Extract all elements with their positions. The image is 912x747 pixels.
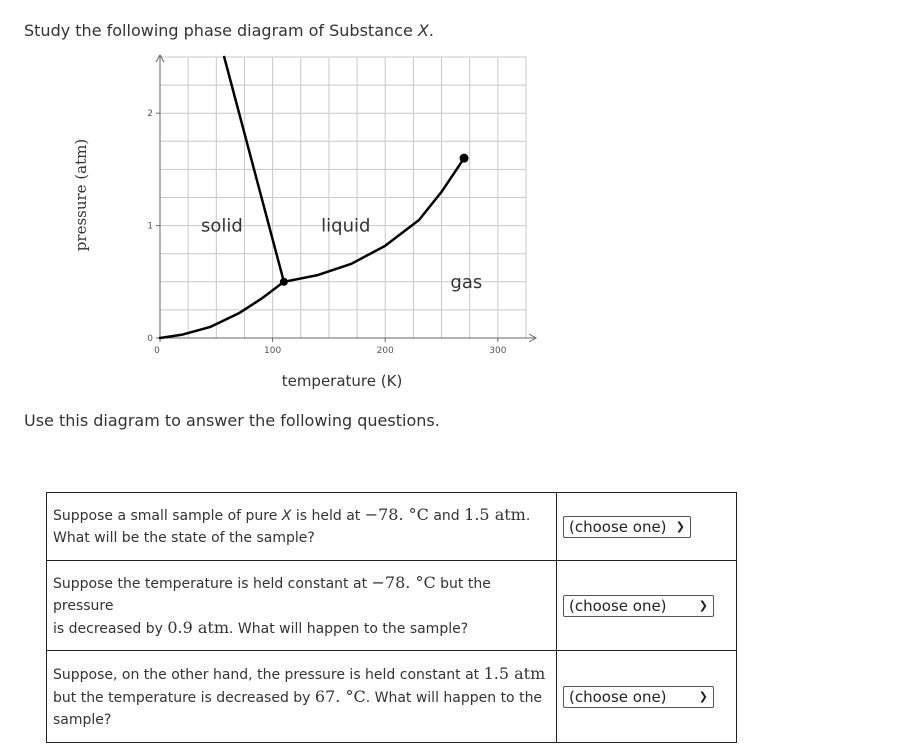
y-tick-label: 2 [147, 109, 153, 120]
x-axis-label: temperature (K) [281, 372, 403, 390]
temperature-change-select[interactable]: (choose one) ❯ [563, 686, 714, 708]
math-value: −78. °C [364, 505, 429, 524]
pressure-change-select[interactable]: (choose one) ❯ [563, 595, 714, 617]
substance-name: X [417, 21, 429, 40]
question-text: Suppose a small sample of pure X is held at −78. °C and 1.5 atm. What will be the state of the sample? [47, 493, 557, 561]
intro-text: Study the following phase diagram of Substance X. [24, 21, 434, 40]
state-select[interactable]: (choose one) ❯ [563, 516, 691, 538]
answer-cell [557, 493, 737, 561]
question-row [47, 493, 737, 561]
question-text: Suppose, on the other hand, the pressure is held constant at 1.5 atm but the temperature is decreased by 67. °C. What will happen to the sample? [47, 651, 557, 743]
math-value: −78. °C [371, 572, 436, 592]
question-row [47, 561, 737, 651]
region-label: solid [201, 215, 243, 237]
y-axis-label: pressure (atm) [72, 138, 90, 252]
math-value: 1.5 atm [464, 505, 526, 524]
region-label: liquid [321, 215, 371, 237]
instructions-text: Use this diagram to answer the following questions. [24, 411, 440, 430]
question-text: Suppose the temperature is held constant at −78. °C but the pressure is decreased by 0.9 atm. What will happen to the sample? [47, 561, 557, 651]
critical-point [460, 154, 469, 163]
chevron-down-icon: ❯ [698, 690, 708, 703]
answer-cell [557, 561, 737, 651]
question-row [47, 651, 737, 743]
y-tick-label: 0 [147, 334, 153, 344]
x-tick-label: 200 [376, 346, 394, 356]
region-label: gas [450, 271, 483, 293]
answer-cell [557, 651, 737, 743]
chevron-down-icon: ❯ [698, 599, 708, 612]
chart-points [280, 154, 469, 286]
math-value: 67. °C [314, 686, 366, 706]
y-tick-label: 1 [147, 221, 153, 232]
math-value: 0.9 atm [167, 617, 230, 637]
x-tick-label: 300 [489, 346, 507, 356]
questions-table [46, 492, 737, 743]
chart-grid [160, 57, 526, 338]
x-tick-label: 0 [154, 346, 160, 356]
chart-axes [156, 55, 536, 342]
math-value: 1.5 atm [483, 663, 546, 683]
triple-point [280, 278, 288, 286]
chevron-down-icon: ❯ [675, 520, 685, 533]
phase-boundary [284, 158, 464, 282]
x-tick-label: 100 [264, 346, 282, 356]
